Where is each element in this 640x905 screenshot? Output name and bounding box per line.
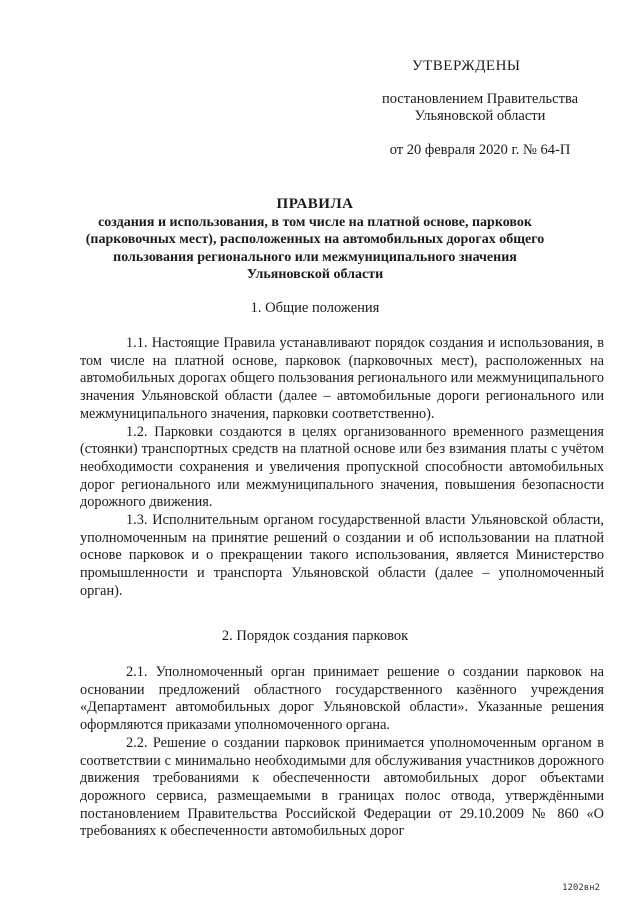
paragraph-2-1: 2.1. Уполномоченный орган принимает решение о создании парковок на основании предложений областного государственного казённого учреждения «Департамент автомобильных дорог Ульяновской области». Указанные решения оформляются приказами уполномоченного органа.: [80, 664, 604, 734]
footer-document-code: 1202вн2: [562, 883, 600, 893]
approval-heading: УТВЕРЖДЕНЫ: [412, 58, 521, 74]
paragraph-1-3: 1.3. Исполнительным органом государственной власти Ульяновской области, уполномоченным на принятие решений о создании и об использовании на платной основе парковок и о прекращении такого использования, является Министерство промышленности и транспорта Ульяновской области (далее – уполномоченный орган).: [80, 512, 604, 599]
approval-decree-line-2: Ульяновской области: [414, 108, 546, 124]
section-2-heading: 2. Порядок создания парковок: [221, 628, 409, 644]
section-2-body: [80, 664, 604, 841]
paragraph-1-1: 1.1. Настоящие Правила устанавливают порядок создания и использования, в том числе на платной основе, парковок (парковочных мест), расположенных на автомобильных дорогах общего пользования регионального или межмуниципального значения Ульяновской области (далее – автомобильные дороги регионального или межмуниципального значения, парковки соответственно).: [80, 335, 604, 422]
section-1-heading: 1. Общие положения: [250, 300, 380, 316]
paragraph-2-2: 2.2. Решение о создании парковок принимается уполномоченным органом в соответствии с минимально необходимыми для обслуживания участников дорожного движения требованиями к обеспеченности автомобильных дорог объектами дорожного сервиса, размещаемыми в границах полос отвода, утверждёнными постановлением Правительства Российской Федерации от 29.10.2009 № 860 «О требованиях к обеспеченности автомобильных дорог: [80, 734, 604, 840]
paragraph-1-2: 1.2. Парковки создаются в целях организованного временного размещения (стоянки) транспортных средств на платной основе или без взимания платы с учётом необходимости сохранения и увеличения пропускной способности автомобильных дорог регионального или межмуниципального значения, повышения безопасности дорожного движения.: [80, 423, 604, 511]
document-title: [80, 196, 550, 284]
title-subtitle: создания и использования, в том числе на платной основе, парковок (парковочных мест), расположенных на автомобильных дорогах общего пользования регионального или межмуниципального значения Ульяновской области: [85, 214, 545, 283]
section-1-body: [80, 335, 604, 601]
approval-date-line: от 20 февраля 2020 г. № 64-П: [389, 142, 571, 158]
approval-stamp: [360, 58, 600, 159]
approval-decree-line-1: постановлением Правительства: [381, 91, 579, 107]
title-main: ПРАВИЛА: [276, 196, 354, 212]
